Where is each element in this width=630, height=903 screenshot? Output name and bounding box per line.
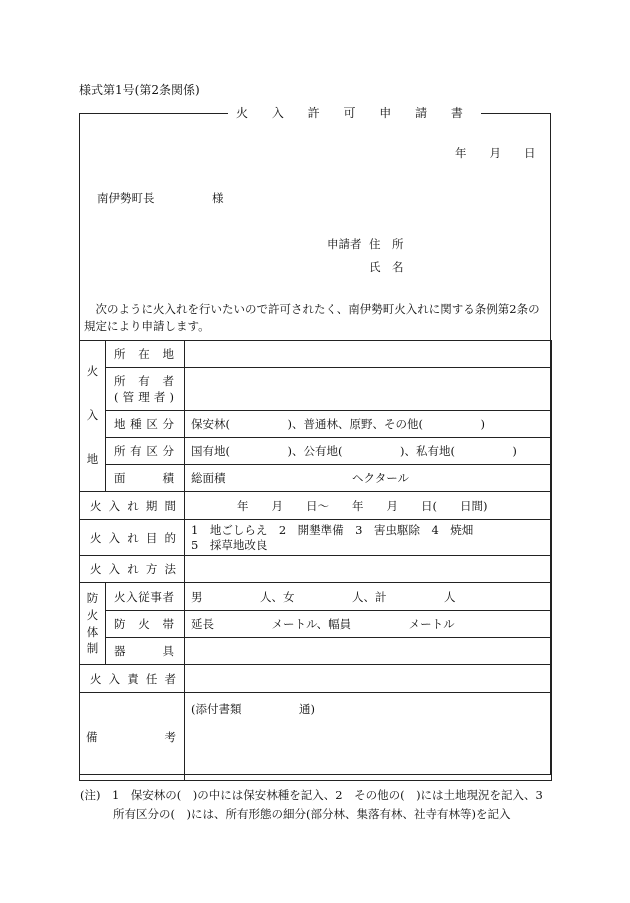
land-type-value[interactable]: 保安林( )、普通林、原野、その他( )	[185, 411, 552, 438]
row-period	[80, 492, 552, 520]
firebreak-value[interactable]: 延長 メートル、幅員 メートル	[185, 611, 552, 638]
equipment-label: 器具	[106, 638, 185, 665]
row-equipment	[80, 638, 552, 665]
workers-value[interactable]: 男 人、女 人、計 人	[185, 583, 552, 611]
period-value[interactable]: 年 月 日～ 年 月 日( 日間)	[185, 492, 552, 520]
area-label: 面積	[106, 465, 185, 492]
remarks-label: 備 考	[80, 693, 185, 781]
remarks-value[interactable]: (添付書類 通)	[185, 693, 552, 781]
row-purpose	[80, 520, 552, 556]
intro-line-1: 次のように火入れを行いたいので許可されたく、南伊勢町火入れに関する条例第2条の	[84, 302, 540, 316]
method-value[interactable]	[185, 556, 552, 583]
row-land-type	[80, 411, 552, 438]
supervisor-label: 火入責任者	[80, 665, 185, 693]
note-line-1: (注) 1 保安林の( )の中には保安林種を記入、2 その他の( )には土地現況を記入、3	[80, 788, 543, 802]
firebreak-label: 防火帯	[106, 611, 185, 638]
ownership-label: 所有区分	[106, 438, 185, 465]
land-type-label: 地種区分	[106, 411, 185, 438]
owner-value[interactable]	[185, 368, 552, 411]
form-number: 様式第1号(第2条関係)	[79, 83, 200, 97]
ownership-value[interactable]: 国有地( )、公有地( )、私有地( )	[185, 438, 552, 465]
location-value[interactable]	[185, 341, 552, 368]
row-remarks	[80, 693, 552, 781]
applicant-label: 申請者	[327, 237, 362, 251]
row-ownership	[80, 438, 552, 465]
row-owner	[80, 368, 552, 411]
area-value[interactable]: 総面積 ヘクタール	[185, 465, 552, 492]
row-method	[80, 556, 552, 583]
date-line: 年 月 日	[455, 146, 536, 160]
fire-site-group-label: 火 入 地	[80, 341, 106, 492]
applicant-name-label: 氏 名	[369, 260, 404, 274]
fire-prevention-group-label: 防 火 体 制	[80, 583, 106, 665]
supervisor-value[interactable]	[185, 665, 552, 693]
row-area	[80, 465, 552, 492]
row-workers	[80, 583, 552, 611]
row-location	[80, 341, 552, 368]
addressee: 南伊勢町長 様	[97, 191, 224, 205]
owner-label: 所有者 (管理者)	[106, 368, 185, 411]
intro-line-2: 規定により申請します。	[84, 319, 210, 333]
row-supervisor	[80, 665, 552, 693]
equipment-value[interactable]	[185, 638, 552, 665]
row-firebreak	[80, 611, 552, 638]
purpose-value[interactable]: 1 地ごしらえ 2 開墾準備 3 害虫駆除 4 焼畑 5 採草地改良	[185, 520, 552, 556]
period-label: 火入れ期間	[80, 492, 185, 520]
workers-label: 火入従事者	[106, 583, 185, 611]
location-label: 所在地	[106, 341, 185, 368]
method-label: 火入れ方法	[80, 556, 185, 583]
notes	[80, 786, 550, 824]
applicant-address-label: 住 所	[369, 237, 404, 251]
purpose-label: 火入れ目的	[80, 520, 185, 556]
form-title: 火 入 許 可 申 請 書	[228, 104, 481, 121]
note-line-2: 所有区分の( )には、所有形態の細分(部分林、集落有林、社寺有林等)を記入	[113, 807, 511, 821]
application-table	[79, 340, 552, 781]
